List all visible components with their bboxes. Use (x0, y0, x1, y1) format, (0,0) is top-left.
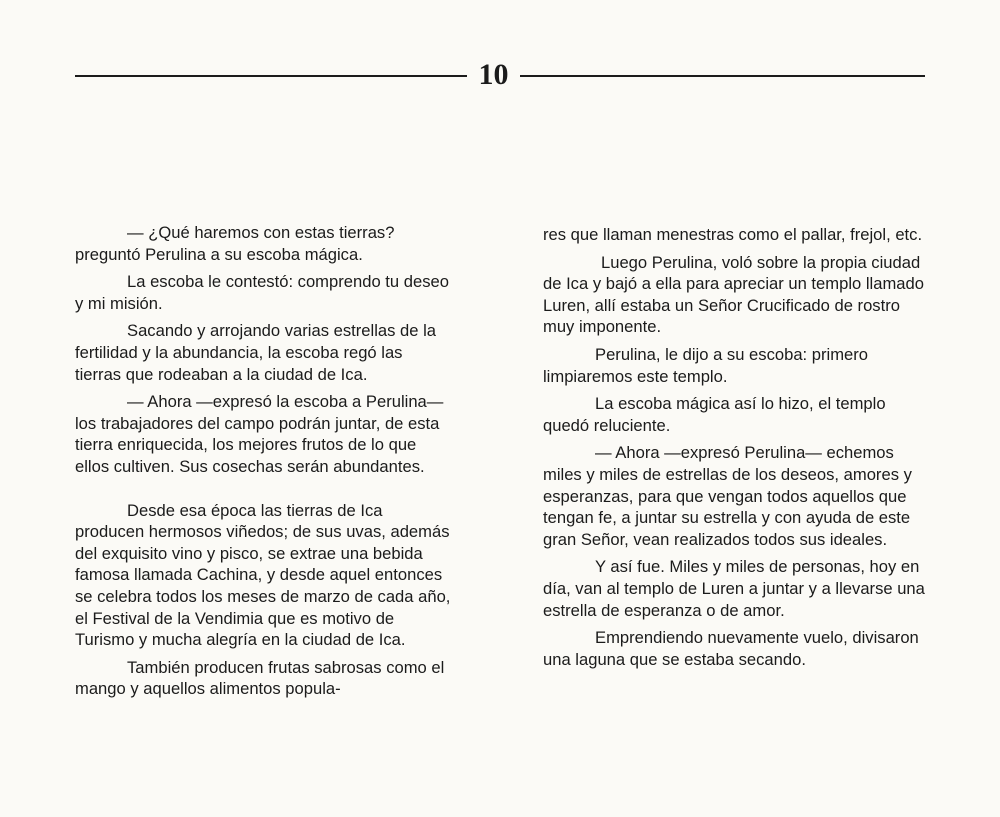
header-rule-left (75, 75, 467, 77)
right-paragraph-5: — Ahora —expresó Perulina— echemos miles y miles de estrellas de los deseos, amores y esperanzas, para que vengan todos aquellos que tengan fe, a juntar su estrella y con ayuda de este gran Señor, vean realizados todos sus ideales. (543, 443, 912, 549)
left-paragraph-1: — ¿Qué haremos con estas tierras? preguntó Perulina a su escoba mágica. (75, 223, 395, 264)
right-paragraph-3: Perulina, le dijo a su escoba: primero limpiaremos este templo. (543, 344, 869, 386)
left-paragraph-6: También producen frutas sabrosas como el mango y aquellos alimentos popula- (75, 657, 445, 699)
right-paragraph-6: Y así fue. Miles y miles de personas, hoy en día, van al templo de Luren a juntar y a llevarse una estrella de esperanza o de amor. (543, 557, 925, 620)
right-paragraph-4: La escoba mágica así lo hizo, el templo quedó reluciente. (543, 394, 886, 435)
right-paragraph-7: Emprendiendo nuevamente vuelo, divisaron una laguna que se estaba secando. (543, 628, 919, 669)
left-paragraph-5: Desde esa época las tierras de Ica producen hermosos viñedos; de sus uvas, además del exquisito vino y pisco, se extrae una bebida famosa llamada Cachina, y desde aquel entonces se celebra todos los meses de marzo de cada año, el Festival de la Vendimia que es motivo de Turismo y mucha alegría en la ciudad de Ica. (75, 500, 451, 650)
right-column (543, 224, 925, 676)
left-paragraph-2: La escoba le contestó: comprendo tu deseo y mi misión. (75, 272, 449, 313)
header-rule-right (520, 75, 925, 77)
left-paragraph-3: Sacando y arrojando varias estrellas de la fertilidad y la abundancia, la escoba regó las tierras que rodeaban a la ciudad de Ica. (75, 321, 437, 384)
left-column (75, 222, 453, 706)
left-paragraph-4: — Ahora —expresó la escoba a Perulina— los trabajadores del campo podrán juntar, de esta tierra enriquecida, los mejores frutos de lo que ellos cultiven. Sus cosechas serán abundantes. (75, 392, 444, 476)
page-header (75, 55, 925, 95)
right-paragraph-2: Luego Perulina, voló sobre la propia ciudad de Ica y bajó a ella para apreciar un templo llamado Luren, allí estaba un Señor Crucificado de rostro muy imponente. (543, 252, 924, 337)
right-paragraph-1: res que llaman menestras como el pallar, frejol, etc. (543, 225, 923, 244)
page-number: 10 (478, 58, 509, 91)
